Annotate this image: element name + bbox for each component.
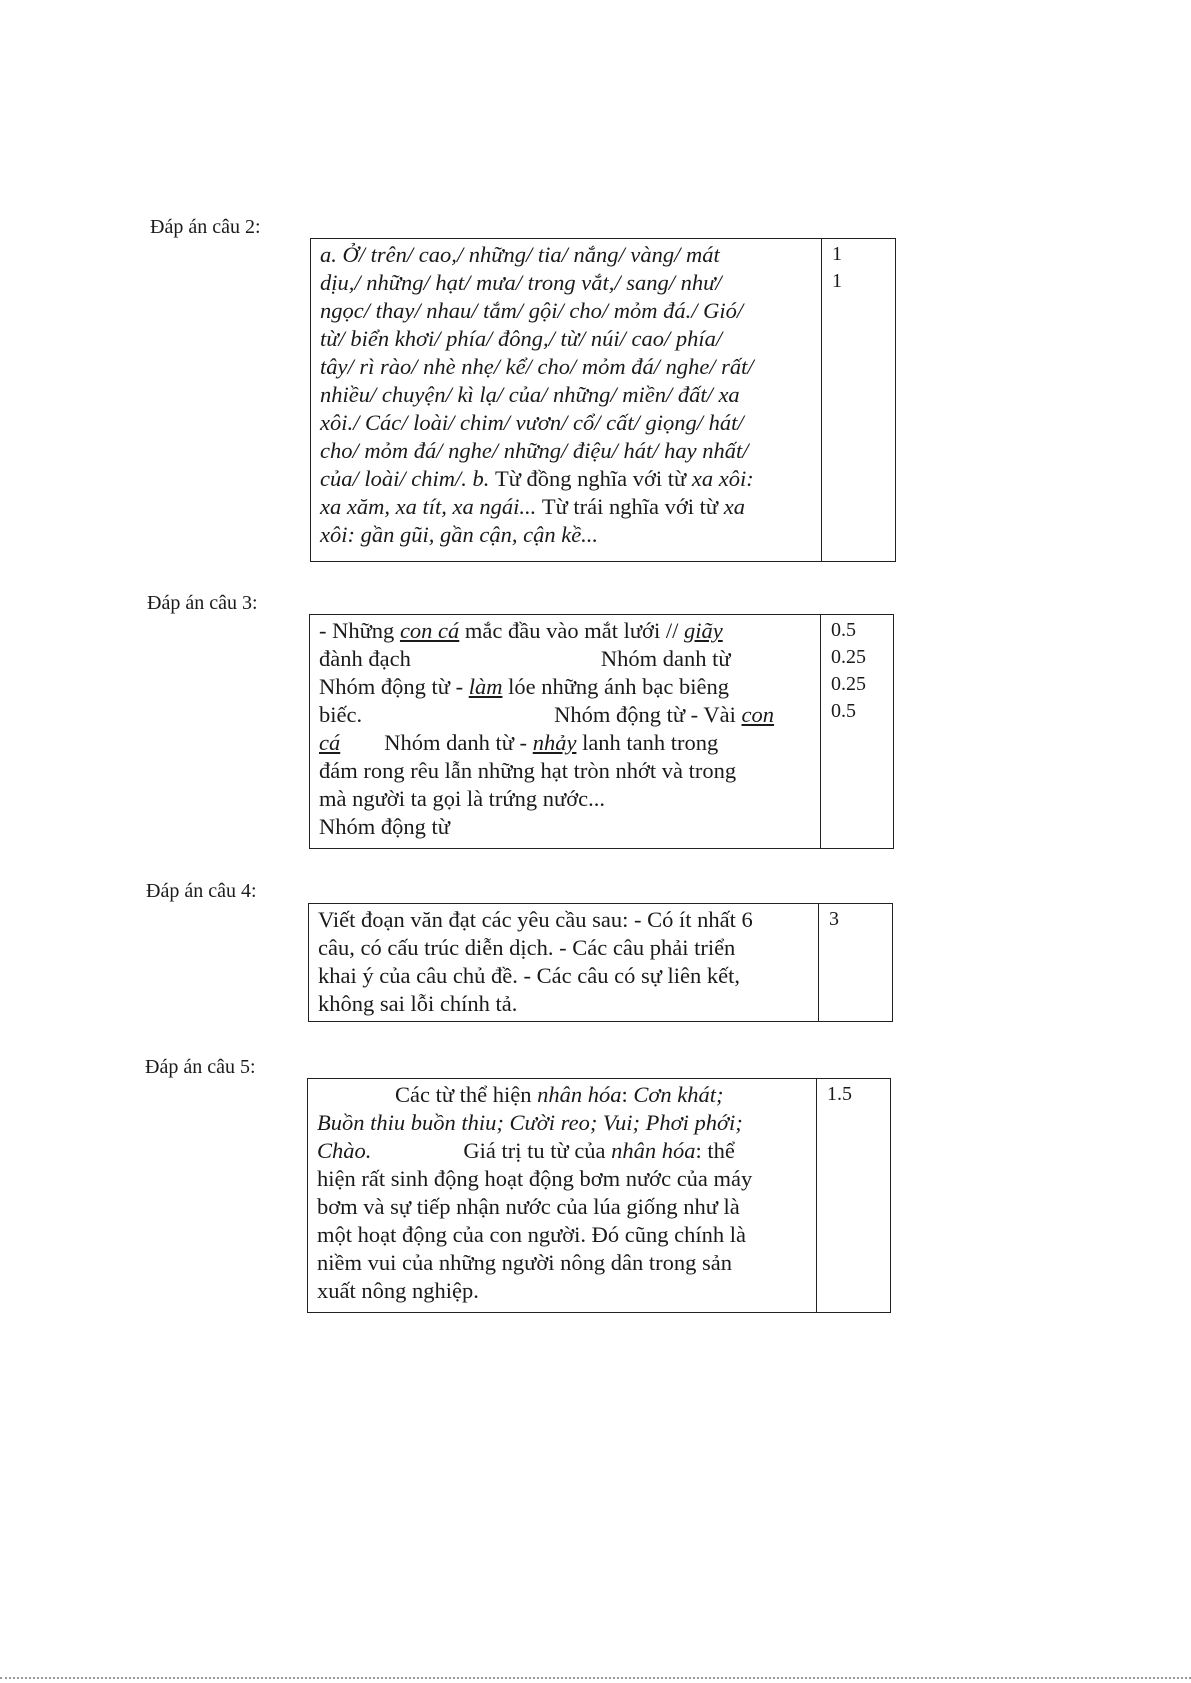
answer-text-segment: nhân hóa bbox=[537, 1082, 622, 1107]
answer-text-segment: từ/ biển khơi/ phía/ đông,/ từ/ núi/ cao/ phía/ bbox=[320, 326, 723, 351]
answer-line bbox=[317, 1137, 808, 1165]
answer-line bbox=[320, 269, 813, 297]
answer-line bbox=[317, 1165, 808, 1193]
answer-line bbox=[319, 813, 812, 841]
answer-label-cau-3: Đáp án câu 3: bbox=[147, 592, 258, 614]
scan-edge-divider bbox=[0, 1677, 1191, 1679]
answer-text-segment: tây/ rì rào/ nhè nhẹ/ kể/ cho/ mỏm đá/ nghe/ rất/ bbox=[320, 354, 754, 379]
answer-line bbox=[317, 1193, 808, 1221]
answer-text-segment: cá bbox=[319, 730, 341, 755]
answer-text-segment: Nhóm danh từ bbox=[600, 646, 731, 671]
answer-line bbox=[317, 1249, 808, 1277]
answer-text-segment: nhiều/ chuyện/ kì lạ/ của/ những/ miền/ đất/ xa bbox=[320, 382, 740, 407]
answer-text-segment: xa xăm, xa tít, xa ngái... bbox=[320, 494, 542, 519]
answer-text-segment: dịu,/ những/ hạt/ mưa/ trong vắt,/ sang/ như/ bbox=[320, 270, 722, 295]
answer-line bbox=[320, 297, 813, 325]
answer-text-segment: - Những bbox=[319, 618, 400, 643]
answer-line bbox=[317, 1081, 808, 1109]
answer-text-segment: không sai lỗi chính tả. bbox=[318, 991, 518, 1016]
answer-text-segment: Nhóm động từ - bbox=[319, 674, 469, 699]
score-value: 3 bbox=[829, 908, 839, 930]
answer-text-segment: Buồn thiu buồn thiu; Cười reo; Vui; Phơi phới; bbox=[317, 1110, 743, 1135]
answer-label-cau-5: Đáp án câu 5: bbox=[145, 1056, 256, 1078]
answer-text-segment: hiện rất sinh động hoạt động bơm nước của máy bbox=[317, 1166, 753, 1191]
score-cell bbox=[821, 615, 894, 849]
answer-label-cau-2: Đáp án câu 2: bbox=[150, 216, 261, 238]
answer-line bbox=[320, 493, 813, 521]
answer-content bbox=[311, 239, 822, 562]
answer-text-segment: Từ đồng nghĩa với từ bbox=[494, 466, 692, 491]
answer-line bbox=[320, 353, 813, 381]
score-cell bbox=[822, 239, 896, 562]
answer-content bbox=[309, 904, 819, 1022]
answer-text-segment: câu, có cấu trúc diễn dịch. - Các câu phải triển bbox=[318, 935, 736, 960]
answer-text-segment: xôi: gần gũi, gần cận, cận kề... bbox=[320, 522, 599, 547]
answer-content bbox=[310, 615, 821, 849]
answer-text-segment: xa bbox=[723, 494, 745, 519]
answer-line bbox=[320, 437, 813, 465]
answer-text-segment: Giá trị tu từ của bbox=[463, 1138, 612, 1163]
answer-text-segment: Các từ thể hiện bbox=[395, 1082, 538, 1107]
answer-line bbox=[320, 325, 813, 353]
answer-table-cau-4 bbox=[308, 903, 893, 1022]
answer-text-segment: bơm và sự tiếp nhận nước của lúa giống như là bbox=[317, 1194, 740, 1219]
score-value: 1.5 bbox=[827, 1083, 852, 1105]
answer-text-segment: giãy bbox=[683, 618, 723, 643]
score-value: 0.5 bbox=[831, 619, 856, 641]
score-cell bbox=[819, 904, 893, 1022]
answer-text-segment: xôi./ Các/ loài/ chim/ vươn/ cổ/ cất/ giọng/ hát/ bbox=[320, 410, 744, 435]
answer-text-segment: Từ trái nghĩa với từ bbox=[541, 494, 724, 519]
answer-line bbox=[319, 617, 812, 645]
answer-text-segment: đám rong rêu lẫn những hạt tròn nhớt và trong bbox=[319, 758, 737, 783]
score-value: 0.5 bbox=[831, 700, 856, 722]
answer-text-segment: Cơn khát; bbox=[633, 1082, 724, 1107]
answer-text-segment: Chào. bbox=[317, 1138, 372, 1163]
answer-line bbox=[319, 757, 812, 785]
answer-text-segment: đành đạch bbox=[319, 646, 411, 671]
answer-text-segment: : bbox=[621, 1082, 634, 1107]
answer-text-segment: xuất nông nghiệp. bbox=[317, 1278, 479, 1303]
score-value: 0.25 bbox=[831, 673, 866, 695]
answer-text-segment: Nhóm danh từ - bbox=[384, 730, 533, 755]
answer-line bbox=[318, 962, 810, 990]
answer-text-segment: Nhóm động từ - Vài bbox=[554, 702, 742, 727]
answer-label-cau-4: Đáp án câu 4: bbox=[146, 880, 257, 902]
answer-text-segment: khai ý của câu chủ đề. - Các câu có sự liên kết, bbox=[318, 963, 741, 988]
answer-line bbox=[320, 465, 813, 493]
answer-line bbox=[317, 1221, 808, 1249]
answer-text-segment: Nhóm động từ bbox=[319, 814, 450, 839]
answer-table-cau-3 bbox=[309, 614, 894, 849]
answer-text-segment: lanh tanh trong bbox=[576, 730, 719, 755]
answer-text-segment: niềm vui của những người nông dân trong sản bbox=[317, 1250, 732, 1275]
answer-line bbox=[320, 241, 813, 269]
answer-line bbox=[318, 990, 810, 1018]
answer-line bbox=[317, 1109, 808, 1137]
score-value: 1 bbox=[832, 243, 842, 265]
answer-line bbox=[319, 785, 812, 813]
answer-text-segment: xa xôi: bbox=[691, 466, 754, 491]
answer-text-segment: lóe những ánh bạc biêng bbox=[502, 674, 729, 699]
answer-text-segment: nhảy bbox=[532, 730, 577, 755]
answer-text-segment: làm bbox=[468, 674, 503, 699]
answer-line bbox=[318, 906, 810, 934]
answer-text-segment: nhân hóa bbox=[611, 1138, 696, 1163]
answer-line bbox=[320, 409, 813, 437]
answer-line bbox=[319, 729, 812, 757]
answer-text-segment: a. Ở/ trên/ cao,/ những/ tia/ nắng/ vàng/ mát bbox=[320, 242, 720, 267]
answer-line bbox=[320, 381, 813, 409]
answer-text-segment: biếc. bbox=[319, 702, 363, 727]
answer-line bbox=[319, 701, 812, 729]
answer-text-segment: : thể bbox=[695, 1138, 735, 1163]
answer-line bbox=[317, 1277, 808, 1305]
answer-line bbox=[318, 934, 810, 962]
answer-content bbox=[308, 1079, 817, 1313]
answer-text-segment: ngọc/ thay/ nhau/ tắm/ gội/ cho/ mỏm đá./ Gió/ bbox=[320, 298, 744, 323]
answer-text-segment: cho/ mỏm đá/ nghe/ những/ điệu/ hát/ hay nhất/ bbox=[320, 438, 749, 463]
answer-line bbox=[319, 673, 812, 701]
answer-table-cau-5 bbox=[307, 1078, 891, 1313]
answer-text-segment: mắc đầu vào mắt lưới // bbox=[459, 618, 684, 643]
answer-text-segment: Viết đoạn văn đạt các yêu cầu sau: - Có ít nhất 6 bbox=[318, 907, 753, 932]
score-cell bbox=[817, 1079, 891, 1313]
answer-text-segment: một hoạt động của con người. Đó cũng chính là bbox=[317, 1222, 747, 1247]
answer-text-segment: mà người ta gọi là trứng nước... bbox=[319, 786, 605, 811]
score-value: 0.25 bbox=[831, 646, 866, 668]
answer-text-segment: con cá bbox=[399, 618, 460, 643]
answer-text-segment: con bbox=[741, 702, 775, 727]
answer-line bbox=[320, 521, 813, 549]
answer-table-cau-2 bbox=[310, 238, 896, 562]
score-value: 1 bbox=[832, 270, 842, 292]
answer-text-segment: của/ loài/ chim/. b. bbox=[320, 466, 495, 491]
answer-line bbox=[319, 645, 812, 673]
